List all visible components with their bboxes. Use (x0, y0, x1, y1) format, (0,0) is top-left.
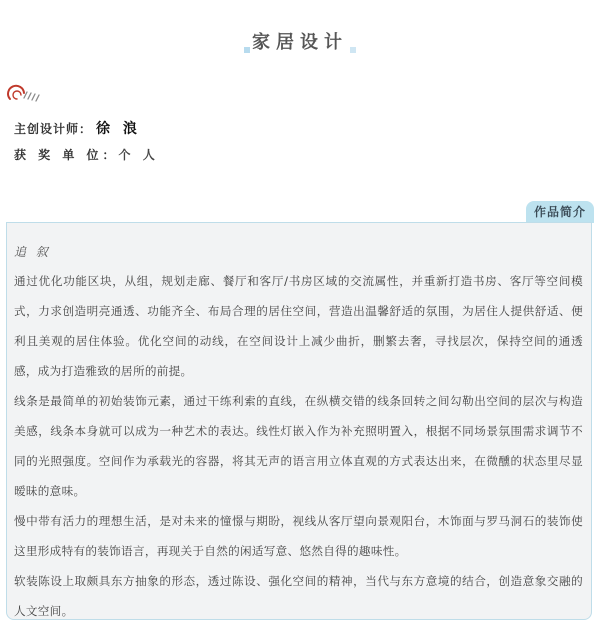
intro-paragraph: 通过优化功能区块，从组，规划走廊、餐厅和客厅/书房区域的交流属性，并重新打造书房、客厅等空间模式，力求创造明亮通透、功能齐全、布局合理的居住空间，营造出温馨舒适的氛围，为居住人提供舒适、便利且美观的居住体验。优化空间的动线，在空间设计上减少曲折，删繁去奢，寻找层次，保持空间的通透感，成为打造雅致的居所的前提。 (14, 274, 583, 378)
intro-box (6, 222, 592, 620)
designer-info (14, 118, 159, 168)
lead-designer-name: 徐 浪 (96, 121, 141, 137)
ornament-icon (6, 80, 42, 106)
lead-designer-row (14, 118, 159, 140)
page-title (246, 28, 354, 54)
page-title-text: 家居设计 (252, 32, 348, 53)
lead-designer-label: 主创设计师： (14, 122, 93, 136)
award-value: 个 人 (118, 148, 159, 162)
title-corner-left (244, 47, 250, 53)
intro-tab: 作品简介 (526, 201, 594, 223)
award-label: 获 奖 单 位： (14, 148, 119, 162)
award-row (14, 146, 159, 168)
title-wrap (0, 28, 600, 54)
intro-subtitle: 追 叙 (14, 245, 51, 259)
intro-paragraph: 软装陈设上取颇具东方抽象的形态，透过陈设、强化空间的精神，当代与东方意境的结合，创造意象交融的人文空间。 (14, 574, 583, 618)
title-corner-right (350, 47, 356, 53)
intro-paragraph: 线条是最简单的初始装饰元素，通过干练利索的直线，在纵横交错的线条回转之间勾勒出空间的层次与构造美感，线条本身就可以成为一种艺术的表达。线性灯嵌入作为补充照明置入，根据不同场景氛围需求调节不同的光照强度。空间作为承载光的容器，将其无声的语言用立体直观的方式表达出来，在微醺的状态里尽显暧昧的意味。 (14, 394, 583, 498)
intro-paragraph: 慢中带有活力的理想生活，是对未来的憧憬与期盼，视线从客厅望向景观阳台，木饰面与罗马洞石的装饰使这里形成特有的装饰语言，再现关于自然的闲适写意、悠然自得的趣味性。 (14, 514, 583, 558)
